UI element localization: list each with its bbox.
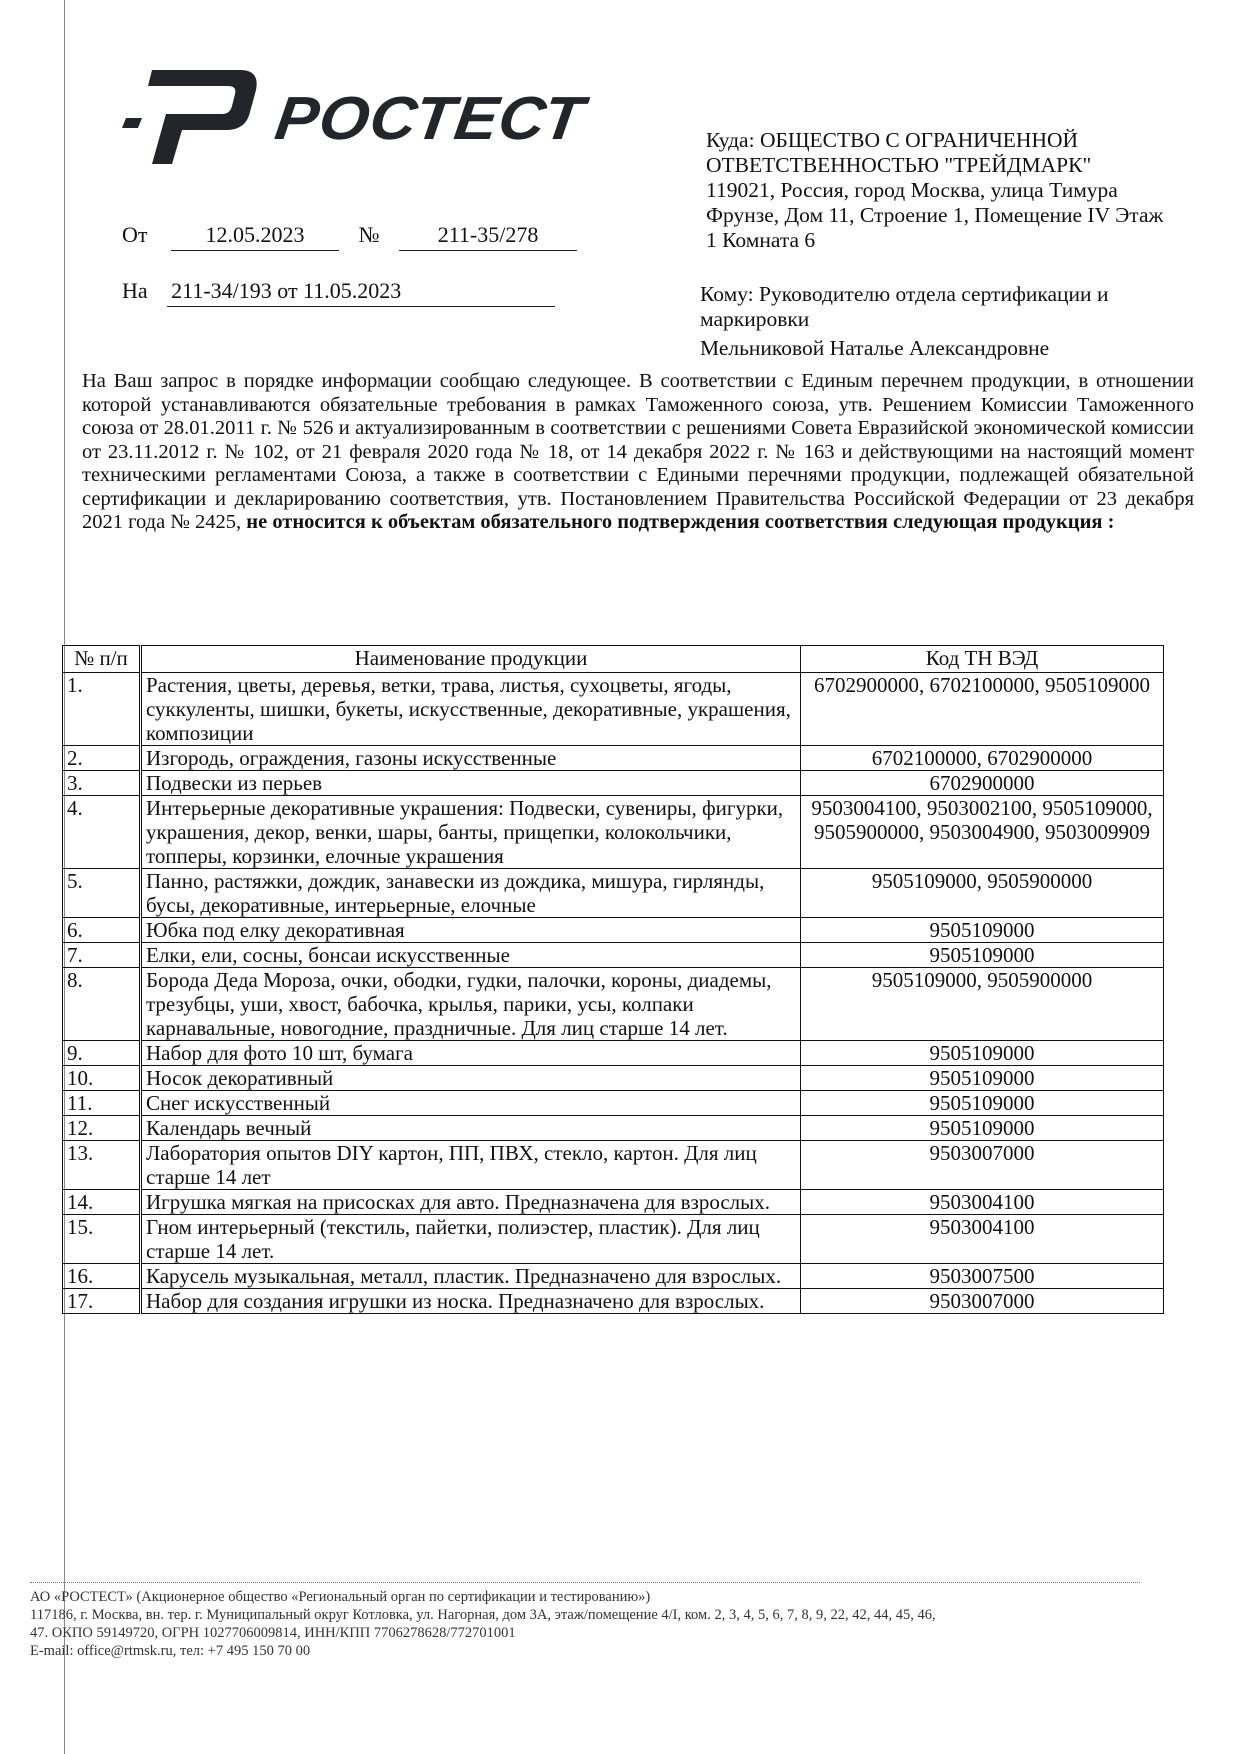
whom-line: Кому: Руководителю отдела сертификации и [700,282,1109,306]
product-name: Юбка под елку декоративная [141,918,801,943]
product-name: Изгородь, ограждения, газоны искусственные [141,746,801,771]
table-header-row [63,646,1164,673]
row-number: 16. [63,1264,141,1289]
product-name: Панно, растяжки, дождик, занавески из дождика, мишура, гирлянды, бусы, декоративные, интерьерные, елочные [141,869,801,918]
row-number: 5. [63,869,141,918]
table-row [63,673,1164,746]
product-name: Набор для создания игрушки из носка. Предназначено для взрослых. [141,1289,801,1314]
header-number: № п/п [63,646,141,673]
header-product-name: Наименование продукции [141,646,801,673]
product-name: Елки, ели, сосны, бонсаи искусственные [141,943,801,968]
tnved-code: 9505109000 [801,943,1164,968]
letter-date-number [122,222,577,251]
row-number: 7. [63,943,141,968]
footer-line: E-mail: office@rtmsk.ru, тел: +7 495 150 70 00 [30,1643,311,1659]
addressee-block [700,282,1200,361]
tnved-code: 9505109000 [801,1066,1164,1091]
tnved-code: 6702900000, 6702100000, 9505109000 [801,673,1164,746]
table-row [63,1041,1164,1066]
letter-date: 12.05.2023 [171,222,339,251]
row-number: 11. [63,1091,141,1116]
row-number: 1. [63,673,141,746]
tnved-code: 6702100000, 6702900000 [801,746,1164,771]
tnved-code: 9503004100 [801,1215,1164,1264]
whom-line: Мельниковой Наталье Александровне [700,336,1050,360]
row-number: 14. [63,1190,141,1215]
row-number: 10. [63,1066,141,1091]
body-bold-conclusion: не относится к объектам обязательного подтверждения соответствия следующая продукция : [241,511,1115,533]
row-number: 3. [63,771,141,796]
product-name: Игрушка мягкая на присосках для авто. Предназначена для взрослых. [141,1190,801,1215]
header-tnved-code: Код ТН ВЭД [801,646,1164,673]
tnved-code: 9505109000, 9505900000 [801,869,1164,918]
to-line: Куда: ОБЩЕСТВО С ОГРАНИЧЕННОЙ [706,128,1079,152]
product-name: Календарь вечный [141,1116,801,1141]
tnved-code: 9503004100, 9503002100, 9505109000, 9505900000, 9503004900, 9503009909 [801,796,1164,869]
product-name: Носок декоративный [141,1066,801,1091]
table-row [63,869,1164,918]
tnved-code: 9503007500 [801,1264,1164,1289]
product-name: Интерьерные декоративные украшения: Подвески, сувениры, фигурки, украшения, декор, венки, шары, банты, прищепки, колокольчики, топперы, корзинки, елочные украшения [141,796,801,869]
product-name: Гном интерьерный (текстиль, пайетки, полиэстер, пластик). Для лиц старше 14 лет. [141,1215,801,1264]
tnved-code: 9505109000 [801,918,1164,943]
row-number: 2. [63,746,141,771]
table-row [63,746,1164,771]
tnved-code: 9503004100 [801,1190,1164,1215]
product-name: Набор для фото 10 шт, бумага [141,1041,801,1066]
row-number: 6. [63,918,141,943]
product-name: Карусель музыкальная, металл, пластик. Предназначено для взрослых. [141,1264,801,1289]
footer-line: АО «РОСТЕСТ» (Акционерное общество «Региональный орган по сертификации и тестированию») [30,1589,651,1605]
table-row [63,1116,1164,1141]
recipient-address [706,128,1206,281]
tnved-code: 9505109000 [801,1116,1164,1141]
row-number: 8. [63,968,141,1041]
to-block [706,128,1206,253]
table-row [63,1066,1164,1091]
product-name: Лаборатория опытов DIY картон, ПП, ПВХ, стекло, картон. Для лиц старше 14 лет [141,1141,801,1190]
table-row [63,1091,1164,1116]
number-label: № [358,222,380,247]
table-row [63,1190,1164,1215]
row-number: 9. [63,1041,141,1066]
table-row [63,1289,1164,1314]
table-row [63,943,1164,968]
row-number: 4. [63,796,141,869]
body-paragraph: На Ваш запрос в порядке информации сообщаю следующее. В соответствии с Единым перечнем продукции, в отношении которой устанавливаются обязательные требования в рамках Таможенного союза, утв. Решением Комиссии Таможенного союза от 28.01.2011 г. № 526 и актуализированным в соответствии с решениями Совета Евразийской экономической комиссии от 23.11.2012 г. № 102, от 21 февраля 2020 года № 18, от 14 декабря 2022 г. № 163 и действующими на настоящий момент техническими регламентами Союза, а также в соответствии с Едиными перечнями продукции, подлежащей обязательной сертификации и декларированию соответствия, утв. Постановлением Правительства Российской Федерации от 23 декабря 2021 года № 2425, [82,370,1194,533]
whom-line: маркировки [700,307,810,331]
to-line: 119021, Россия, город Москва, улица Тимура [706,178,1118,202]
product-name: Борода Деда Мороза, очки, ободки, гудки, палочки, короны, диадемы, трезубцы, уши, хвост, бабочка, крылья, парики, усы, колпаки карнавальные, новогодние, праздничные. Для лиц старше 14 лет. [141,968,801,1041]
letter-reference [122,278,555,307]
rostest-logo-icon [122,68,262,168]
footer-line: 117186, г. Москва, вн. тер. г. Муниципальный округ Котловка, ул. Нагорная, дом 3А, этаж/помещение 4/I, ком. 2, 3, 4, 5, 6, 7, 8, 9, 22, 42, 44, 45, 46, [30,1607,936,1623]
table-row [63,1264,1164,1289]
table-row [63,796,1164,869]
table-row [63,1215,1164,1264]
tnved-code: 9503007000 [801,1289,1164,1314]
letter-body [82,370,1194,535]
tnved-code: 6702900000 [801,771,1164,796]
company-footer [30,1588,1150,1660]
to-line: 1 Комната 6 [706,228,816,252]
company-logo [122,68,589,168]
row-number: 13. [63,1141,141,1190]
table-row [63,1141,1164,1190]
tnved-code: 9503007000 [801,1141,1164,1190]
to-line: ОТВЕТСТВЕННОСТЬЮ "ТРЕЙДМАРК" [706,153,1092,177]
row-number: 12. [63,1116,141,1141]
row-number: 17. [63,1289,141,1314]
tnved-code: 9505109000 [801,1041,1164,1066]
logo-text: РОСТЕСТ [271,83,589,153]
footer-line: 47. ОКПО 59149720, ОГРН 1027706009814, ИНН/КПП 7706278628/772701001 [30,1625,516,1641]
tnved-code: 9505109000, 9505900000 [801,968,1164,1041]
product-name: Растения, цветы, деревья, ветки, трава, листья, сухоцветы, ягоды, суккуленты, шишки, букеты, искусственные, декоративные, украшения, композиции [141,673,801,746]
from-label: От [122,222,148,247]
table-row [63,918,1164,943]
reference-number: 211-34/193 от 11.05.2023 [167,278,555,307]
row-number: 15. [63,1215,141,1264]
footer-divider [30,1582,1140,1583]
to-line: Фрунзе, Дом 11, Строение 1, Помещение IV Этаж [706,203,1164,227]
product-name: Подвески из перьев [141,771,801,796]
table-row [63,968,1164,1041]
letter-number: 211-35/278 [399,222,577,251]
on-label: На [122,278,148,303]
product-name: Снег искусственный [141,1091,801,1116]
tnved-code: 9505109000 [801,1091,1164,1116]
table-row [63,771,1164,796]
products-table [62,645,1164,1314]
